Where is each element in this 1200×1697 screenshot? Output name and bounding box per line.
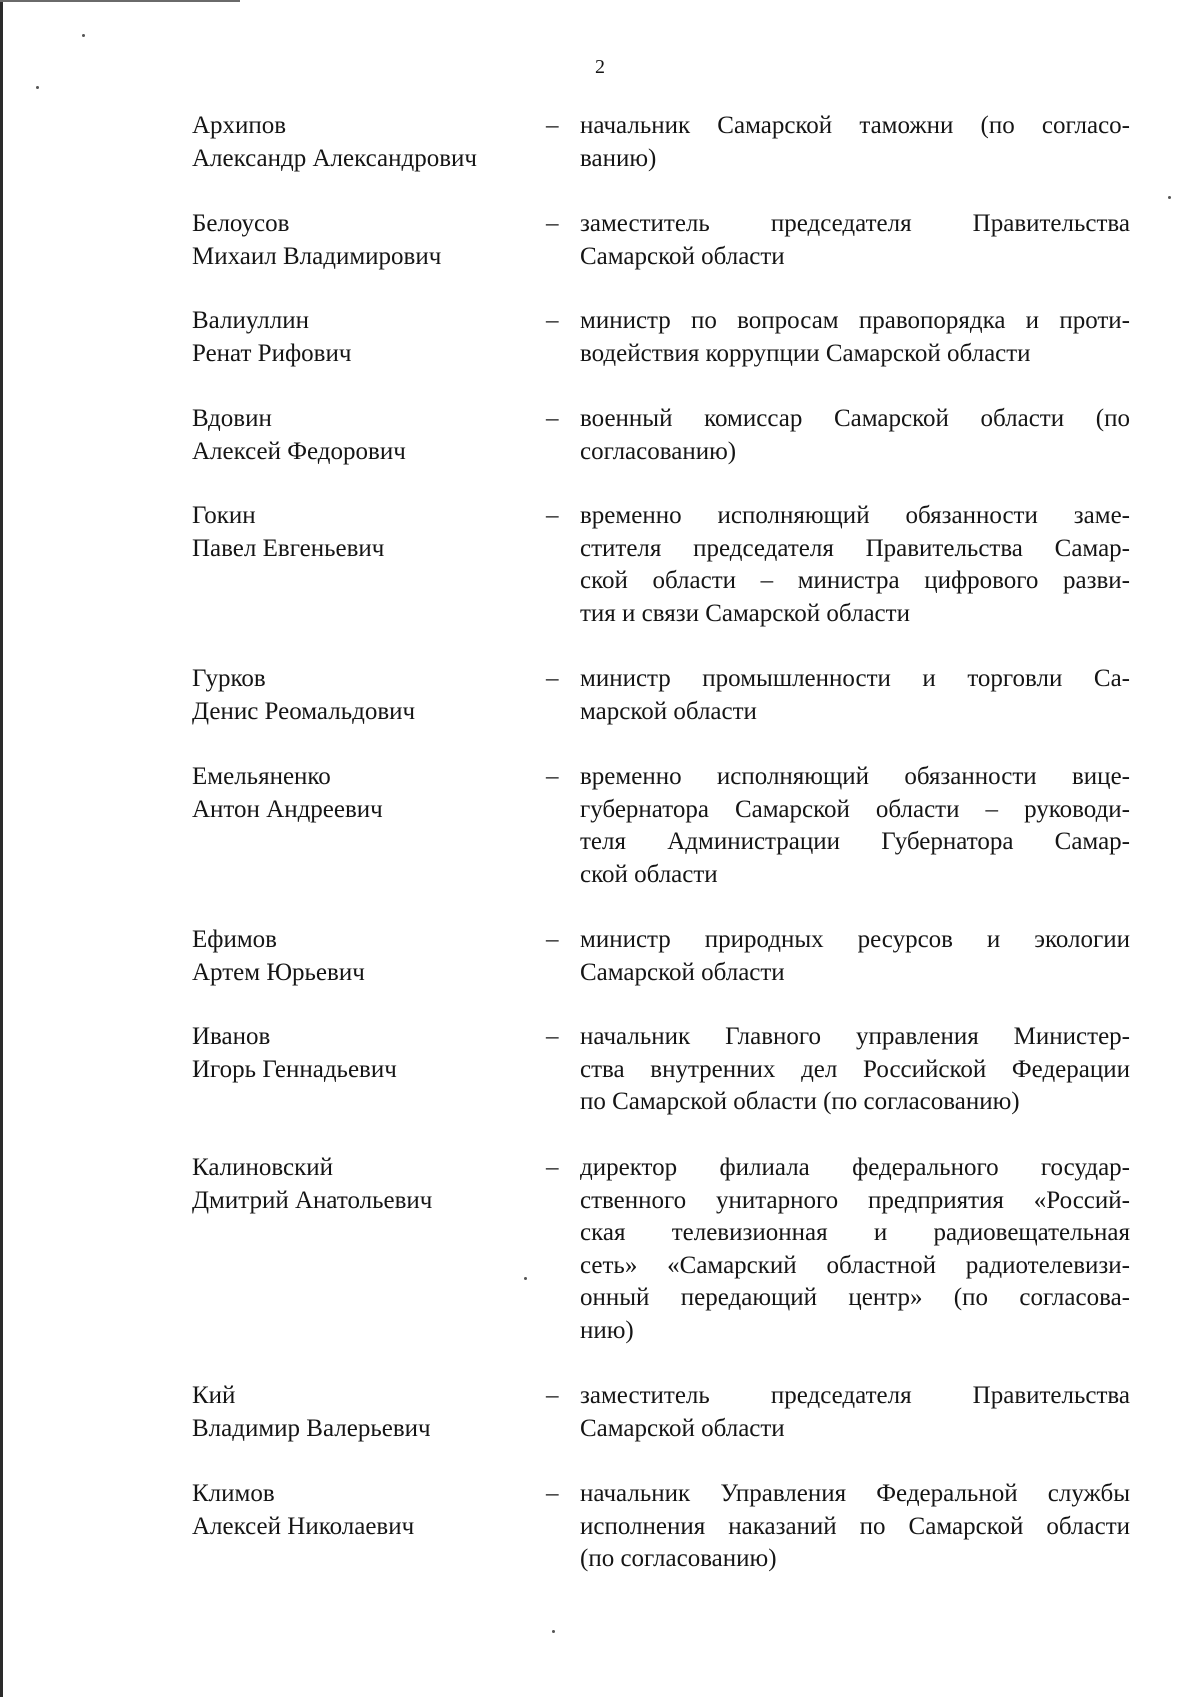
member-name	[192, 500, 532, 565]
position-line: тия и связи Самарской области	[580, 599, 910, 627]
position-line: ской области – министра цифрового разви-	[580, 567, 1130, 594]
member-position	[580, 305, 1130, 370]
member-name	[192, 663, 532, 728]
member-surname: Климов	[192, 1480, 275, 1507]
member-surname: Калиновский	[192, 1154, 334, 1181]
position-line: стителя председателя Правительства Самар-	[580, 534, 1130, 562]
member-surname: Иванов	[192, 1023, 271, 1050]
member-position	[580, 1380, 1130, 1445]
member-position	[580, 663, 1130, 728]
member-position	[580, 1152, 1130, 1347]
dash-separator: –	[546, 763, 559, 790]
position-line: Самарской области	[580, 958, 785, 986]
dash-separator: –	[546, 112, 559, 139]
member-given-names: Денис Реомальдович	[192, 697, 416, 725]
page-edge-top	[0, 0, 240, 2]
position-line: онный передающий центр» (по согласова-	[580, 1284, 1130, 1311]
member-given-names: Алексей Федорович	[192, 437, 406, 465]
member-surname: Кий	[192, 1382, 236, 1409]
position-line: военный комиссар Самарской области (по	[580, 405, 1130, 432]
position-line: начальник Управления Федеральной службы	[580, 1480, 1130, 1507]
position-line: ванию)	[580, 144, 657, 172]
member-position	[580, 208, 1130, 273]
dash-separator: –	[546, 405, 559, 432]
member-position	[580, 1478, 1130, 1576]
dash-separator: –	[546, 1154, 559, 1181]
member-position	[580, 500, 1130, 630]
position-line: по Самарской области (по согласованию)	[580, 1088, 1020, 1115]
scan-speck	[36, 86, 39, 89]
dash-separator: –	[546, 210, 559, 237]
member-surname: Архипов	[192, 112, 287, 139]
member-given-names: Игорь Геннадьевич	[192, 1055, 397, 1083]
member-given-names: Антон Андреевич	[192, 795, 383, 823]
position-line: временно исполняющий обязанности заме-	[580, 502, 1130, 529]
position-line: ской области	[580, 860, 718, 888]
position-line: директор филиала федерального государ-	[580, 1154, 1130, 1181]
position-line: временно исполняющий обязанности вице-	[580, 763, 1130, 790]
member-surname: Гокин	[192, 502, 256, 529]
member-given-names: Павел Евгеньевич	[192, 534, 385, 562]
position-line: начальник Самарской таможни (по согласо-	[580, 112, 1130, 139]
scan-speck	[552, 1630, 555, 1633]
position-line: начальник Главного управления Министер-	[580, 1023, 1130, 1050]
position-line: теля Администрации Губернатора Самар-	[580, 828, 1130, 855]
dash-separator: –	[546, 926, 559, 953]
member-given-names: Артем Юрьевич	[192, 958, 365, 986]
position-line: ская телевизионная и радиовещательная	[580, 1219, 1130, 1246]
position-line: министр промышленности и торговли Са-	[580, 665, 1130, 692]
position-line: министр по вопросам правопорядка и проти-	[580, 307, 1130, 334]
dash-separator: –	[546, 1023, 559, 1050]
member-given-names: Алексей Николаевич	[192, 1512, 415, 1540]
member-name	[192, 924, 532, 989]
position-line: согласованию)	[580, 437, 737, 465]
position-line: (по согласованию)	[580, 1545, 777, 1572]
member-surname: Белоусов	[192, 210, 290, 237]
member-surname: Ефимов	[192, 926, 277, 953]
member-position	[580, 761, 1130, 891]
member-given-names: Владимир Валерьевич	[192, 1414, 431, 1442]
position-line: водействия коррупции Самарской области	[580, 339, 1031, 367]
member-name	[192, 1380, 532, 1445]
member-name	[192, 305, 532, 370]
member-name	[192, 208, 532, 273]
position-line: ственного унитарного предприятия «Россий-	[580, 1186, 1130, 1214]
scan-speck	[1168, 196, 1171, 199]
position-line: исполнения наказаний по Самарской области	[580, 1512, 1130, 1540]
member-given-names: Дмитрий Анатольевич	[192, 1186, 433, 1214]
position-line: нию)	[580, 1316, 634, 1344]
position-line: сеть» «Самарский областной радиотелевизи-	[580, 1251, 1130, 1279]
member-position	[580, 403, 1130, 468]
position-line: заместитель председателя Правительства	[580, 1382, 1130, 1409]
dash-separator: –	[546, 1480, 559, 1507]
member-name	[192, 1021, 532, 1086]
member-name	[192, 1152, 532, 1217]
position-line: Самарской области	[580, 1414, 785, 1442]
member-position	[580, 924, 1130, 989]
position-line: заместитель председателя Правительства	[580, 210, 1130, 237]
position-line: Самарской области	[580, 242, 785, 270]
member-given-names: Ренат Рифович	[192, 339, 352, 367]
member-surname: Вдовин	[192, 405, 272, 432]
member-position	[580, 110, 1130, 175]
member-given-names: Александр Александрович	[192, 144, 477, 172]
member-name	[192, 1478, 532, 1543]
dash-separator: –	[546, 502, 559, 529]
position-line: министр природных ресурсов и экологии	[580, 926, 1130, 953]
member-name	[192, 403, 532, 468]
position-line: ства внутренних дел Российской Федерации	[580, 1055, 1130, 1083]
member-surname: Валиуллин	[192, 307, 309, 334]
member-position	[580, 1021, 1130, 1119]
page-number: 2	[595, 56, 605, 78]
scan-speck	[82, 34, 85, 37]
member-name	[192, 110, 532, 175]
position-line: марской области	[580, 697, 757, 725]
page-edge	[0, 0, 3, 1697]
member-name	[192, 761, 532, 826]
position-line: губернатора Самарской области – руководи-	[580, 795, 1130, 823]
dash-separator: –	[546, 307, 559, 334]
member-surname: Емельяненко	[192, 763, 331, 790]
member-surname: Гурков	[192, 665, 266, 692]
scan-speck	[524, 1277, 527, 1280]
dash-separator: –	[546, 1382, 559, 1409]
dash-separator: –	[546, 665, 559, 692]
member-given-names: Михаил Владимирович	[192, 242, 442, 270]
